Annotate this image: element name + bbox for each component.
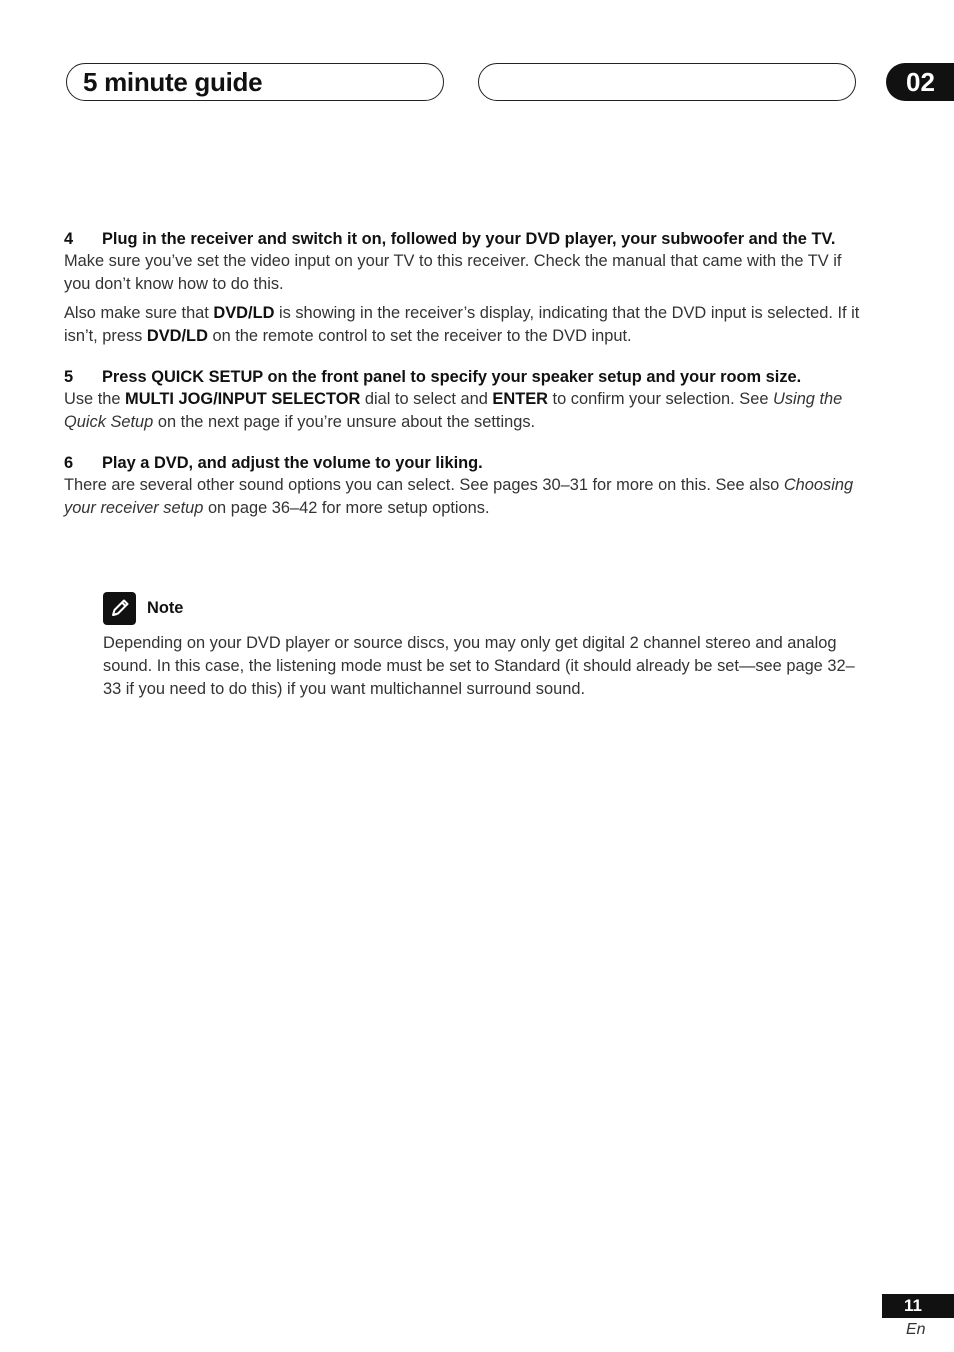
text-run: There are several other sound options you can select. See pages 30–31 for more on this. See also <box>64 476 784 494</box>
step-number: 6 <box>64 454 74 472</box>
step-heading-text: Press QUICK SETUP on the front panel to specify your speaker setup and your room size. <box>102 368 802 386</box>
step-number: 5 <box>64 368 74 386</box>
bold-term: DVD/LD <box>146 327 208 345</box>
page-title: 5 minute guide <box>83 67 263 97</box>
text-run: Also make sure that <box>64 304 214 322</box>
language-label: En <box>906 1321 926 1338</box>
italic-reference: Using the Quick Setup <box>64 390 843 431</box>
italic-reference: Choosing your receiver setup <box>64 476 854 517</box>
step-heading-text: Plug in the receiver and switch it on, followed by your DVD player, your subwoofer and the TV. <box>102 230 836 248</box>
step-paragraph <box>64 250 864 296</box>
note-box <box>103 591 863 701</box>
text-run: Use the <box>64 390 126 408</box>
step-paragraph <box>64 474 864 520</box>
step-heading <box>64 228 864 250</box>
pencil-icon <box>103 592 136 625</box>
text-run: is showing in the receiver’s display, indicating that the DVD input is selected. If it isn’t, press <box>64 304 860 345</box>
text-run: to confirm your selection. See <box>547 390 774 408</box>
page-number: 11 <box>882 1294 954 1318</box>
text-run: on page 36–42 for more setup options. <box>203 499 490 517</box>
header-blank-box <box>478 63 856 101</box>
text-run: on the next page if you’re unsure about the settings. <box>153 413 536 431</box>
bold-term: DVD/LD <box>213 304 275 322</box>
step-number: 4 <box>64 230 74 248</box>
bold-term: MULTI JOG/INPUT SELECTOR <box>125 390 361 408</box>
header-title-box <box>66 63 444 101</box>
text-run: on the remote control to set the receiver to the DVD input. <box>207 327 632 345</box>
step-heading <box>64 366 864 388</box>
step-paragraph <box>64 388 864 434</box>
steps-content <box>64 228 864 520</box>
step-paragraph <box>64 302 864 348</box>
chapter-number-tab: 02 <box>886 63 954 101</box>
step-heading-text: Play a DVD, and adjust the volume to your liking. <box>102 454 483 472</box>
note-header <box>103 591 863 625</box>
text-run: Make sure you’ve set the video input on your TV to this receiver. Check the manual that came with the TV if you don’t know how to do this. <box>64 252 842 293</box>
step-6 <box>64 452 864 520</box>
text-run: dial to select and <box>360 390 493 408</box>
note-text: Depending on your DVD player or source discs, you may only get digital 2 channel stereo and analog sound. In this case, the listening mode must be set to Standard (it should already be set—see page 32–33 if you need to do this) if you want multichannel surround sound. <box>103 634 855 698</box>
step-5 <box>64 366 864 434</box>
step-4 <box>64 228 864 348</box>
bold-term: ENTER <box>492 390 548 408</box>
note-label: Note <box>147 598 184 617</box>
step-heading <box>64 452 864 474</box>
